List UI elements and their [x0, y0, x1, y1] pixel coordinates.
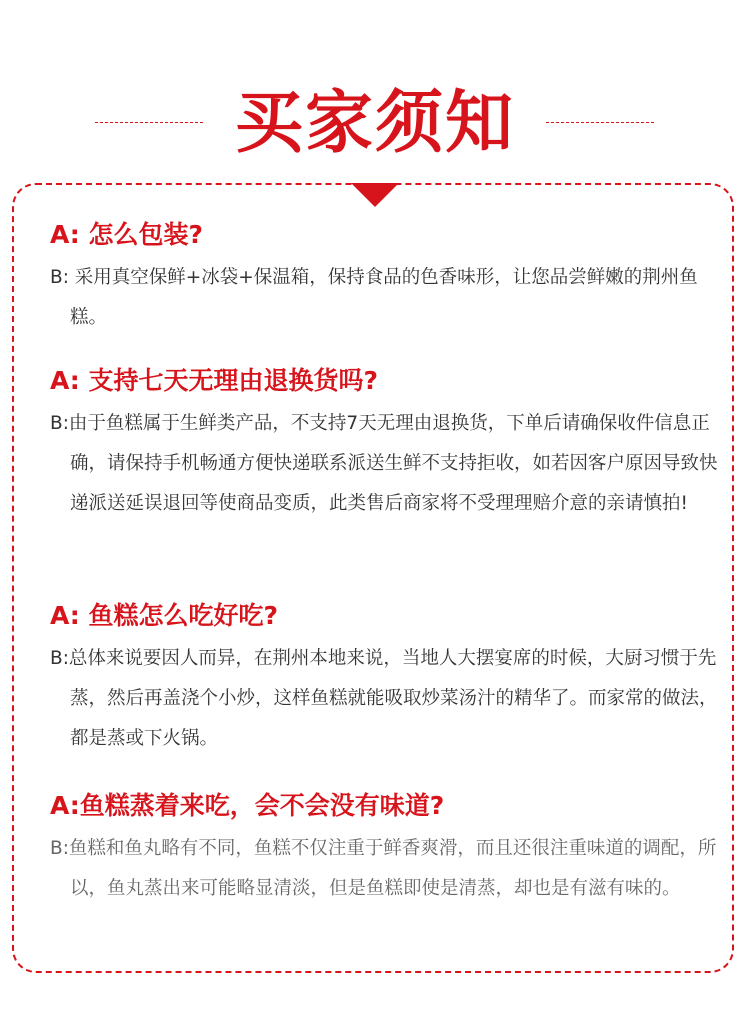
header [0, 78, 750, 168]
faq-item-packaging [50, 218, 722, 338]
faq-question: A: 鱼糕怎么吃好吃? [50, 601, 279, 630]
faq-question: A: 怎么包装? [50, 220, 204, 249]
faq-question: A:鱼糕蒸着来吃，会不会没有味道? [50, 791, 445, 820]
faq-item-returns [50, 364, 722, 524]
pointer-triangle-icon [351, 183, 399, 207]
faq-item-steamed-taste [50, 789, 722, 909]
faq-answer: B:总体来说要因人而异，在荆州本地来说，当地人大摆宴席的时候，大厨习惯于先蒸，然后再盖浇个小炒，这样鱼糕就能吸取炒菜汤汁的精华了。而家常的做法，都是蒸或下火锅。 [50, 648, 718, 749]
faq-question: A: 支持七天无理由退换货吗? [50, 366, 379, 395]
faq-answer: B:由于鱼糕属于生鲜类产品，不支持7天无理由退换货，下单后请确保收件信息正确，请保持手机畅通方便快递联系派送生鲜不支持拒收，如若因客户原因导致快递派送延误退回等使商品变质，此类售后商家将不受理理赔介意的亲请慎拍! [50, 413, 718, 514]
faq-answer: B:鱼糕和鱼丸略有不同，鱼糕不仅注重于鲜香爽滑，而且还很注重味道的调配，所以，鱼丸蒸出来可能略显清淡，但是鱼糕即使是清蒸，却也是有滋有味的。 [50, 838, 717, 899]
faq-answer: B: 采用真空保鲜+冰袋+保温箱，保持食品的色香味形，让您品尝鲜嫩的荆州鱼糕。 [50, 267, 698, 328]
title-divider-right [546, 122, 654, 123]
page-title: 买家须知 [234, 83, 515, 163]
faq-item-how-to-eat [50, 599, 722, 759]
